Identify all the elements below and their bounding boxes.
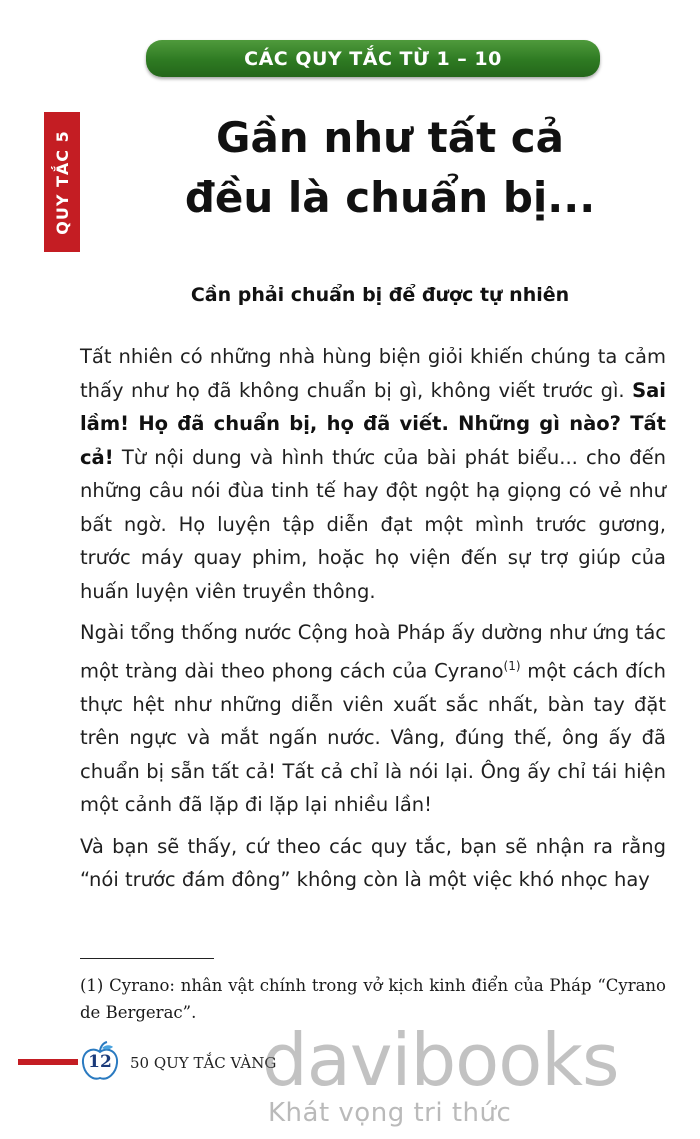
watermark-logo: davibooks	[262, 1018, 619, 1102]
body-text	[80, 340, 666, 905]
paragraph-1-emphasis: Sai lầm! Họ đã chuẩn bị, họ đã viết. Những gì nào? Tất cả!	[80, 378, 666, 469]
chapter-title-line-1: Gần như tất cả	[215, 113, 565, 162]
footnote-divider	[80, 958, 214, 959]
footnote-reference: (1)	[503, 658, 521, 673]
paragraph-1-intro: Tất nhiên có những nhà hùng biện giỏi khiến chúng ta cảm thấy như họ đã không chuẩn bị gì, không viết trước gì.	[80, 345, 666, 402]
paragraph-2-rest: một cách đích thực hệt như những diễn viên xuất sắc nhất, bàn tay đặt trên ngực và mắt ngấn nước. Vâng, đúng thế, ông ấy đã chuẩn bị sẵn tất cả! Tất cả chỉ là nói lại. Ông ấy chỉ tái hiện một cảnh đã lặp đi lặp lại nhiều lần!	[80, 659, 666, 816]
paragraph-2-start: Ngài tổng thống nước Cộng hoà Pháp ấy dường như ứng tác một tràng dài theo phong cách của Cyrano	[80, 621, 666, 682]
paragraph-1	[80, 340, 666, 608]
page-number: 12	[88, 1052, 112, 1072]
paragraph-2	[80, 616, 666, 822]
footnote-text: (1) Cyrano: nhân vật chính trong vở kịch kinh điển của Pháp “Cyrano de Bergerac”.	[80, 976, 666, 1022]
chapter-title	[120, 108, 660, 228]
section-header-label: CÁC QUY TẮC TỪ 1 – 10	[244, 47, 502, 70]
rule-side-tab	[44, 112, 80, 252]
section-header	[146, 40, 600, 77]
book-title: 50 QUY TẮC VÀNG	[130, 1054, 277, 1072]
section-subtitle: Cần phải chuẩn bị để được tự nhiên	[190, 284, 570, 306]
watermark-slogan: Khát vọng tri thức	[268, 1098, 512, 1128]
paragraph-3: Và bạn sẽ thấy, cứ theo các quy tắc, bạn sẽ nhận ra rằng “nói trước đám đông” không còn là một việc khó nhọc hay	[80, 834, 666, 891]
chapter-title-line-2: đều là chuẩn bị...	[184, 173, 596, 222]
footer-red-line	[18, 1059, 78, 1065]
rule-side-tab-label: QUY TẮC 5	[52, 129, 72, 235]
paragraph-1-rest: Từ nội dung và hình thức của bài phát biểu... cho đến những câu nói đùa tinh tế hay đột ngột hạ giọng có vẻ như bất ngờ. Họ luyện tập diễn đạt một mình trước gương, trước máy quay phim, hoặc họ viện đến sự trợ giúp của huấn luyện viên truyền thông.	[80, 445, 666, 603]
